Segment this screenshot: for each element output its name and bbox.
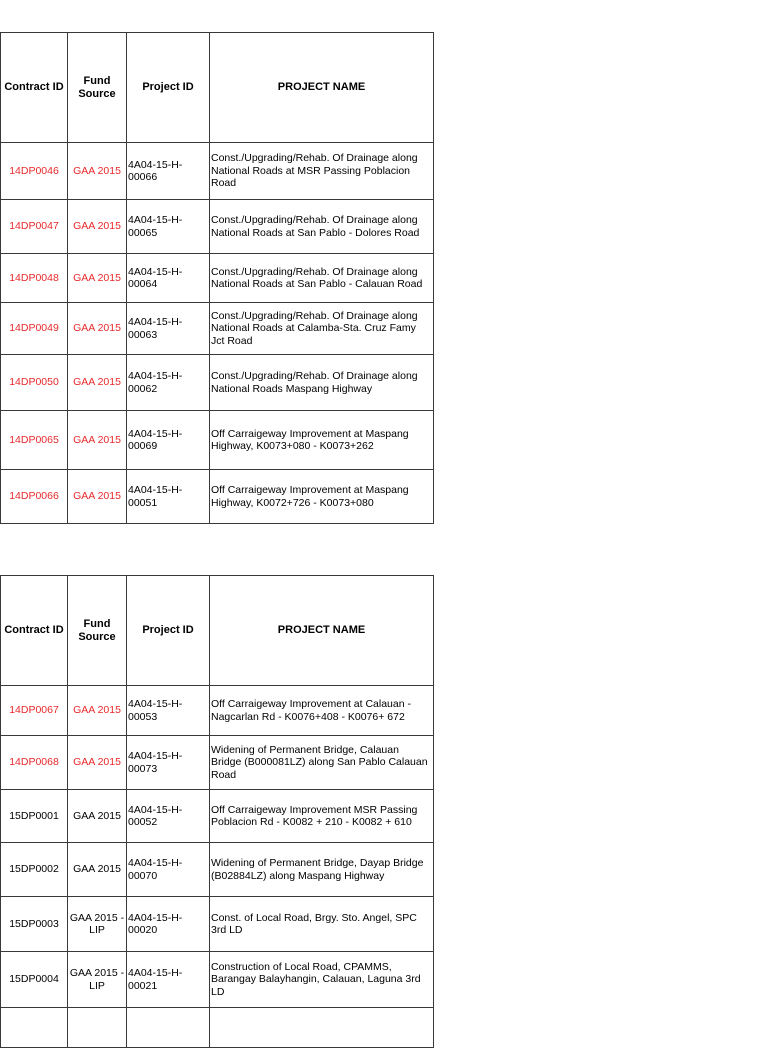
contract-id-cell[interactable]: 15DP0004 [1,952,68,1008]
table-row [1,411,434,470]
table-row [1,470,434,524]
header-fund-source[interactable]: Fund Source [68,576,127,686]
contract-id-cell[interactable]: 14DP0065 [1,411,68,470]
fund-source-cell[interactable]: GAA 2015 [68,411,127,470]
contract-id-cell[interactable]: 14DP0066 [1,470,68,524]
project-id-cell[interactable]: 4A04-15-H-00065 [127,200,210,254]
project-id-cell[interactable]: 4A04-15-H-00064 [127,254,210,303]
table-row [1,686,434,736]
table-row [1,303,434,355]
project-name-cell[interactable] [210,1008,434,1048]
project-id-cell[interactable]: 4A04-15-H-00021 [127,952,210,1008]
fund-source-cell[interactable]: GAA 2015 [68,254,127,303]
header-project-id[interactable]: Project ID [127,33,210,143]
project-name-cell[interactable]: Widening of Permanent Bridge, Calauan Bridge (B000081LZ) along San Pablo Calauan Road [210,736,434,790]
project-name-cell[interactable]: Const./Upgrading/Rehab. Of Drainage along National Roads Maspang Highway [210,355,434,411]
table-row [1,355,434,411]
project-id-cell[interactable]: 4A04-15-H-00066 [127,143,210,200]
header-project-name[interactable]: PROJECT NAME [210,576,434,686]
header-row [1,576,434,686]
fund-source-cell[interactable]: GAA 2015 [68,843,127,897]
project-name-cell[interactable]: Const. of Local Road, Brgy. Sto. Angel, SPC 3rd LD [210,897,434,952]
fund-source-cell[interactable]: GAA 2015 [68,686,127,736]
table-row [1,736,434,790]
fund-source-cell[interactable]: GAA 2015 [68,790,127,843]
contract-id-cell[interactable]: 15DP0003 [1,897,68,952]
header-project-id[interactable]: Project ID [127,576,210,686]
project-name-cell[interactable]: Widening of Permanent Bridge, Dayap Bridge (B02884LZ) along Maspang Highway [210,843,434,897]
table-row [1,952,434,1008]
fund-source-cell[interactable]: GAA 2015 - LIP [68,952,127,1008]
table-row [1,897,434,952]
fund-source-cell[interactable]: GAA 2015 [68,470,127,524]
project-id-cell[interactable]: 4A04-15-H-00073 [127,736,210,790]
contract-id-cell[interactable]: 14DP0047 [1,200,68,254]
contract-id-cell[interactable]: 14DP0068 [1,736,68,790]
project-table-2 [0,575,434,1048]
project-name-cell[interactable]: Const./Upgrading/Rehab. Of Drainage along National Roads at San Pablo - Calauan Road [210,254,434,303]
contract-id-cell[interactable]: 15DP0001 [1,790,68,843]
header-contract-id[interactable]: Contract ID [1,576,68,686]
fund-source-cell[interactable]: GAA 2015 [68,303,127,355]
project-id-cell[interactable] [127,1008,210,1048]
fund-source-cell[interactable]: GAA 2015 [68,200,127,254]
table-row [1,843,434,897]
table-row-partial [1,1008,434,1048]
fund-source-cell[interactable]: GAA 2015 [68,143,127,200]
contract-id-cell[interactable]: 14DP0067 [1,686,68,736]
project-id-cell[interactable]: 4A04-15-H-00062 [127,355,210,411]
header-fund-source[interactable]: Fund Source [68,33,127,143]
fund-source-cell[interactable] [68,1008,127,1048]
contract-id-cell[interactable] [1,1008,68,1048]
contract-id-cell[interactable]: 14DP0050 [1,355,68,411]
table-row [1,200,434,254]
project-id-cell[interactable]: 4A04-15-H-00070 [127,843,210,897]
project-name-cell[interactable]: Off Carraigeway Improvement at Maspang Highway, K0072+726 - K0073+080 [210,470,434,524]
project-name-cell[interactable]: Const./Upgrading/Rehab. Of Drainage along National Roads at San Pablo - Dolores Road [210,200,434,254]
project-name-cell[interactable]: Off Carraigeway Improvement MSR Passing Poblacion Rd - K0082 + 210 - K0082 + 610 [210,790,434,843]
contract-id-cell[interactable]: 14DP0046 [1,143,68,200]
table-row [1,254,434,303]
project-name-cell[interactable]: Const./Upgrading/Rehab. Of Drainage along National Roads at MSR Passing Poblacion Road [210,143,434,200]
project-name-cell[interactable]: Off Carraigeway Improvement at Maspang Highway, K0073+080 - K0073+262 [210,411,434,470]
project-id-cell[interactable]: 4A04-15-H-00063 [127,303,210,355]
project-id-cell[interactable]: 4A04-15-H-00069 [127,411,210,470]
header-row [1,33,434,143]
header-contract-id[interactable]: Contract ID [1,33,68,143]
project-id-cell[interactable]: 4A04-15-H-00020 [127,897,210,952]
table-row [1,143,434,200]
contract-id-cell[interactable]: 15DP0002 [1,843,68,897]
contract-id-cell[interactable]: 14DP0048 [1,254,68,303]
table-row [1,790,434,843]
project-name-cell[interactable]: Const./Upgrading/Rehab. Of Drainage along National Roads at Calamba-Sta. Cruz Famy Jct Road [210,303,434,355]
project-id-cell[interactable]: 4A04-15-H-00053 [127,686,210,736]
contract-id-cell[interactable]: 14DP0049 [1,303,68,355]
fund-source-cell[interactable]: GAA 2015 - LIP [68,897,127,952]
header-project-name[interactable]: PROJECT NAME [210,33,434,143]
project-table-1 [0,32,434,524]
project-id-cell[interactable]: 4A04-15-H-00052 [127,790,210,843]
project-id-cell[interactable]: 4A04-15-H-00051 [127,470,210,524]
fund-source-cell[interactable]: GAA 2015 [68,736,127,790]
fund-source-cell[interactable]: GAA 2015 [68,355,127,411]
project-name-cell[interactable]: Off Carraigeway Improvement at Calauan - Nagcarlan Rd - K0076+408 - K0076+ 672 [210,686,434,736]
project-name-cell[interactable]: Construction of Local Road, CPAMMS, Barangay Balayhangin, Calauan, Laguna 3rd LD [210,952,434,1008]
